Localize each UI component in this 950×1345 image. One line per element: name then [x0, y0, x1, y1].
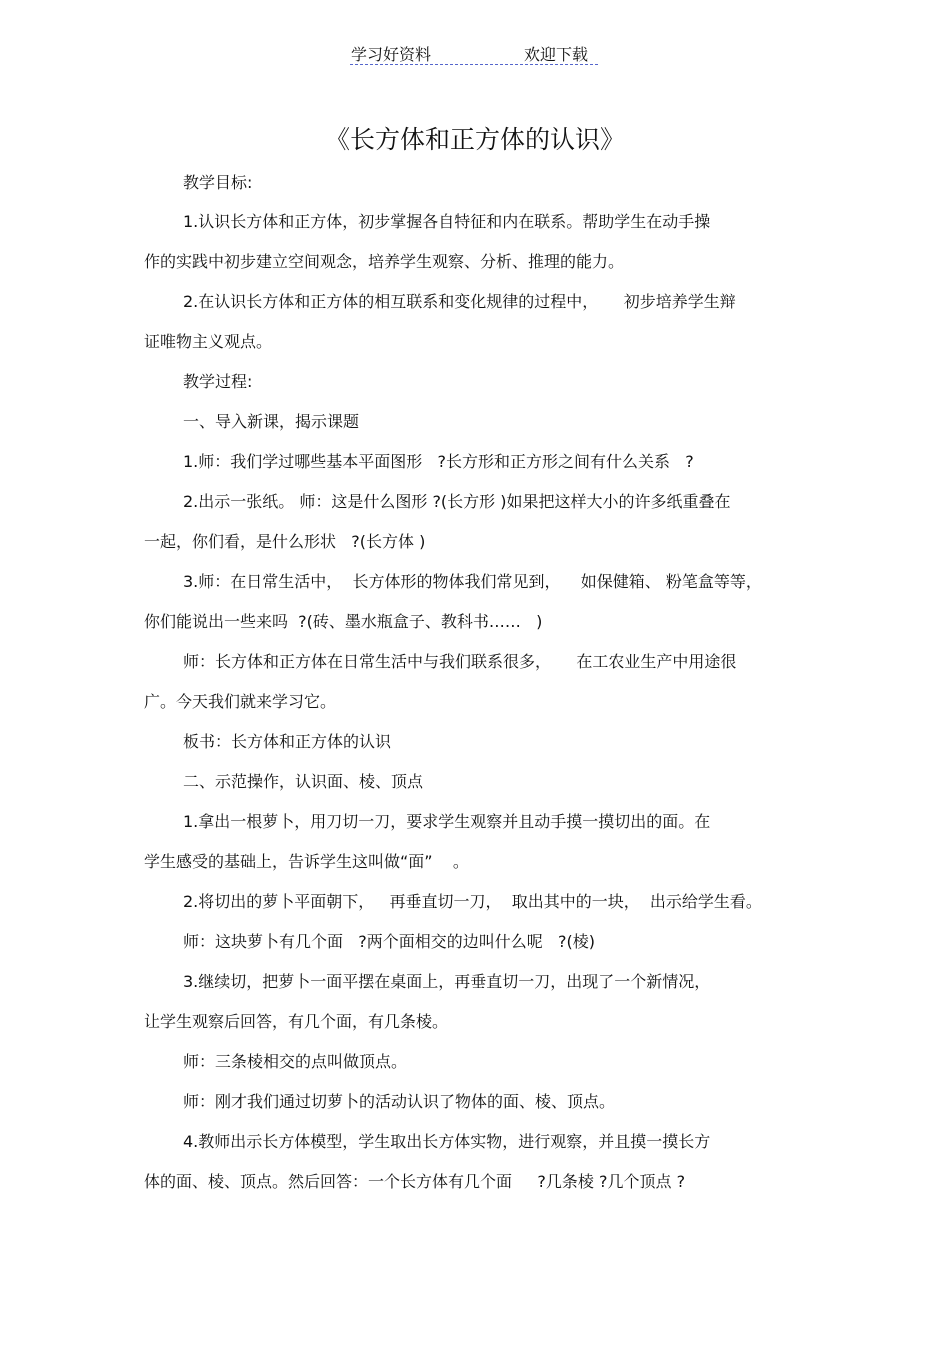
paragraph-line: 学生感受的基础上，告诉学生这叫做“面” 。 [144, 852, 469, 871]
paragraph-line: 1.师：我们学过哪些基本平面图形 ?长方形和正方形之间有什么关系 ? [183, 452, 694, 471]
paragraph-line: 师：三条棱相交的点叫做顶点。 [183, 1052, 408, 1071]
paragraph-line: 2.在认识长方体和正方体的相互联系和变化规律的过程中， 初步培养学生辩 [183, 292, 736, 311]
paragraph-line: 教学目标: [183, 173, 253, 192]
paragraph-line: 2.将切出的萝卜平面朝下， 再垂直切一刀， 取出其中的一块， 出示给学生看。 [183, 892, 762, 911]
paragraph-line: 师：刚才我们通过切萝卜的活动认识了物体的面、棱、顶点。 [183, 1092, 616, 1111]
document-title: 《长方体和正方体的认识》 [324, 125, 625, 154]
paragraph-line: 1.拿出一根萝卜，用刀切一刀，要求学生观察并且动手摸一摸切出的面。在 [183, 812, 711, 831]
paragraph-line: 让学生观察后回答，有几个面，有几条棱。 [144, 1012, 449, 1031]
paragraph-line: 师：这块萝卜有几个面 ?两个面相交的边叫什么呢 ?(棱) [183, 932, 595, 951]
paragraph-line: 3.继续切，把萝卜一面平摆在桌面上，再垂直切一刀，出现了一个新情况， [183, 972, 711, 991]
paragraph-line: 板书：长方体和正方体的认识 [183, 732, 392, 751]
paragraph-line: 证唯物主义观点。 [144, 332, 273, 351]
paragraph-line: 教学过程: [183, 372, 253, 391]
header-right-text: 欢迎下载 [524, 45, 589, 64]
header-left-text: 学习好资料 [351, 45, 432, 64]
paragraph-line: 2.出示一张纸。 师：这是什么图形 ?(长方形 )如果把这样大小的许多纸重叠在 [183, 492, 731, 511]
paragraph-line: 师：长方体和正方体在日常生活中与我们联系很多， 在工农业生产中用途很 [183, 652, 737, 671]
paragraph-line: 二、示范操作，认识面、棱、顶点 [183, 772, 424, 791]
page-header [0, 42, 950, 66]
paragraph-line: 3.师：在日常生活中， 长方体形的物体我们常见到， 如保健箱、 粉笔盒等等， [183, 572, 762, 591]
header-divider [350, 64, 598, 65]
paragraph-line: 广。今天我们就来学习它。 [144, 692, 337, 711]
paragraph-line: 一起，你们看，是什么形状 ?(长方体 ) [144, 532, 426, 551]
paragraph-line: 4.教师出示长方体模型，学生取出长方体实物，进行观察，并且摸一摸长方 [183, 1132, 711, 1151]
paragraph-line: 你们能说出一些来吗 ?(砖、墨水瓶盒子、教科书…… ) [144, 612, 543, 631]
paragraph-line: 体的面、棱、顶点。然后回答：一个长方体有几个面 ?几条棱 ?几个顶点 ? [144, 1172, 686, 1191]
paragraph-line: 一、导入新课，揭示课题 [183, 412, 360, 431]
paragraph-line: 作的实践中初步建立空间观念，培养学生观察、分析、推理的能力。 [144, 252, 625, 271]
paragraph-line: 1.认识长方体和正方体，初步掌握各自特征和内在联系。帮助学生在动手操 [183, 212, 711, 231]
